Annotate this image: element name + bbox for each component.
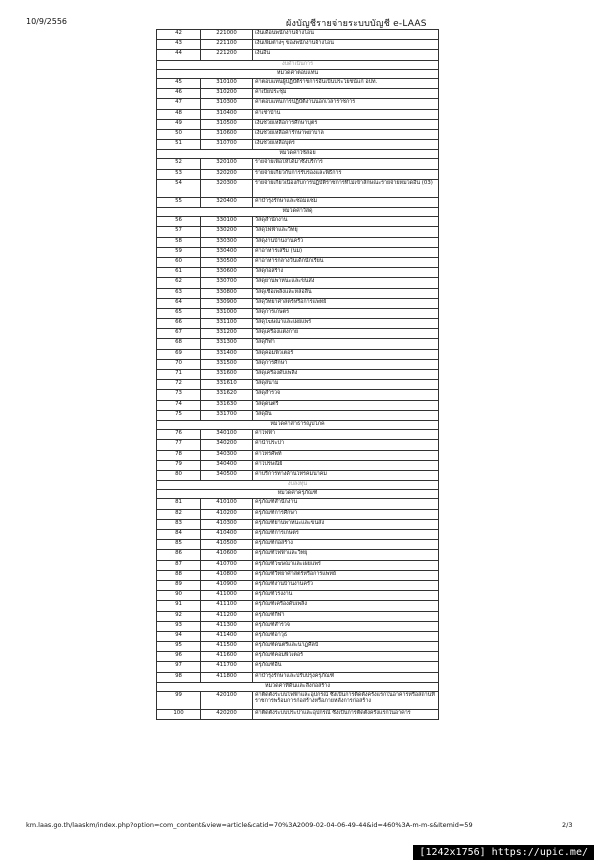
account-description: วัสดุโฆษณาและเผยแพร่	[253, 319, 439, 329]
account-description: เงินเพิ่มต่างๆ ของพนักงานจ้างโอน	[253, 40, 439, 50]
group-label: หมวดค่าวัสดุ	[157, 208, 439, 217]
page-number: 2/3	[562, 821, 573, 829]
row-number: 78	[157, 450, 201, 460]
row-number: 85	[157, 540, 201, 550]
table-row	[157, 197, 439, 207]
account-code: 331630	[201, 400, 253, 410]
row-number: 73	[157, 390, 201, 400]
table-row	[157, 89, 439, 99]
row-number: 81	[157, 499, 201, 509]
table-row	[157, 159, 439, 169]
account-description: ครุภัณฑ์โฆษณาและเผยแพร่	[253, 560, 439, 570]
account-code: 411500	[201, 642, 253, 652]
account-description: ค่าน้ำประปา	[253, 440, 439, 450]
group-header-row	[157, 682, 439, 691]
account-description: ค่าตอบแทนผู้ปฏิบัติราชการอันเป็นประโยชน์แก่ อปท.	[253, 78, 439, 88]
group-header-row	[157, 69, 439, 78]
account-description: ค่าบริการทางด้านโทรคมนาคม	[253, 470, 439, 480]
row-number: 74	[157, 400, 201, 410]
row-number: 95	[157, 642, 201, 652]
category-label: งบลงทุน	[157, 481, 439, 490]
group-header-row	[157, 420, 439, 429]
table-row	[157, 601, 439, 611]
row-number: 59	[157, 247, 201, 257]
row-number: 67	[157, 329, 201, 339]
row-number: 53	[157, 169, 201, 179]
account-description: วัสดุการศึกษา	[253, 359, 439, 369]
row-number: 43	[157, 40, 201, 50]
row-number: 97	[157, 662, 201, 672]
account-description: ครุภัณฑ์โรงงาน	[253, 591, 439, 601]
table-row	[157, 119, 439, 129]
table-row	[157, 278, 439, 288]
table-row	[157, 319, 439, 329]
row-number: 76	[157, 430, 201, 440]
account-description: ค่าอาหารกลางวันเด็กนักเรียน	[253, 257, 439, 267]
row-number: 54	[157, 179, 201, 197]
account-description: ค่าติดตั้งระบบประปาและอุปกรณ์ ซึ่งเป็นการติดตั้งครั้งแรกในอาคาร	[253, 710, 439, 720]
table-row	[157, 288, 439, 298]
account-code: 310500	[201, 119, 253, 129]
group-label: หมวดค่าที่ดินและสิ่งก่อสร้าง	[157, 682, 439, 691]
account-code: 410300	[201, 519, 253, 529]
account-code: 411800	[201, 672, 253, 682]
row-number: 52	[157, 159, 201, 169]
row-number: 90	[157, 591, 201, 601]
account-description: ค่าตอบแทนการปฏิบัติงานนอกเวลาราชการ	[253, 99, 439, 109]
account-description: วัสดุเครื่องดับเพลิง	[253, 370, 439, 380]
account-code: 411600	[201, 652, 253, 662]
account-description: ครุภัณฑ์ไฟฟ้าและวิทยุ	[253, 550, 439, 560]
row-number: 77	[157, 440, 201, 450]
account-code: 410100	[201, 499, 253, 509]
row-number: 66	[157, 319, 201, 329]
table-row	[157, 410, 439, 420]
account-description: เงินช่วยเหลือค่ารักษาพยาบาล	[253, 129, 439, 139]
table-row	[157, 519, 439, 529]
account-code: 330100	[201, 217, 253, 227]
account-description: ครุภัณฑ์สำรวจ	[253, 621, 439, 631]
account-description: ครุภัณฑ์อื่น	[253, 662, 439, 672]
account-code: 331300	[201, 339, 253, 349]
table-row	[157, 339, 439, 349]
row-number: 91	[157, 601, 201, 611]
row-number: 44	[157, 50, 201, 60]
account-code: 410600	[201, 550, 253, 560]
row-number: 68	[157, 339, 201, 349]
account-description: ค่าโทรศัพท์	[253, 450, 439, 460]
table-row	[157, 631, 439, 641]
row-number: 69	[157, 349, 201, 359]
table-row	[157, 621, 439, 631]
account-code: 310400	[201, 109, 253, 119]
account-description: วัสดุดนตรี	[253, 400, 439, 410]
account-code: 331100	[201, 319, 253, 329]
account-code: 411200	[201, 611, 253, 621]
account-description: ครุภัณฑ์คอมพิวเตอร์	[253, 652, 439, 662]
account-code: 320300	[201, 179, 253, 197]
table-row	[157, 570, 439, 580]
table-row	[157, 560, 439, 570]
group-label: หมวดค่าครุภัณฑ์	[157, 490, 439, 499]
account-description: วัสดุก่อสร้าง	[253, 268, 439, 278]
group-header-row	[157, 150, 439, 159]
footer-url: km.laas.go.th/laaskm/index.php?option=com_content&view=article&catid=70%3A2009-02-04-06-49-44&id=460%3A-m-m-s&Itemid=59	[26, 821, 473, 829]
table-row	[157, 349, 439, 359]
row-number: 45	[157, 78, 201, 88]
table-row	[157, 591, 439, 601]
account-code: 331200	[201, 329, 253, 339]
account-description: ค่าไฟฟ้า	[253, 430, 439, 440]
account-description: วัสดุวิทยาศาสตร์หรือการแพทย์	[253, 298, 439, 308]
category-label: งบดำเนินการ	[157, 60, 439, 69]
account-code: 310100	[201, 78, 253, 88]
account-code: 411400	[201, 631, 253, 641]
row-number: 87	[157, 560, 201, 570]
account-code: 411300	[201, 621, 253, 631]
table-row	[157, 440, 439, 450]
row-number: 42	[157, 30, 201, 40]
account-description: ครุภัณฑ์การศึกษา	[253, 509, 439, 519]
account-description: ครุภัณฑ์วิทยาศาสตร์หรือการแพทย์	[253, 570, 439, 580]
row-number: 51	[157, 140, 201, 150]
row-number: 64	[157, 298, 201, 308]
table-row	[157, 78, 439, 88]
account-code: 331600	[201, 370, 253, 380]
table-row	[157, 99, 439, 109]
account-description: เงินอื่น	[253, 50, 439, 60]
table-row	[157, 652, 439, 662]
account-description: เงินช่วยเหลือบุตร	[253, 140, 439, 150]
account-code: 330700	[201, 278, 253, 288]
table-row	[157, 470, 439, 480]
table-row	[157, 109, 439, 119]
account-description: วัสดุไฟฟ้าและวิทยุ	[253, 227, 439, 237]
account-code: 320400	[201, 197, 253, 207]
account-code: 410800	[201, 570, 253, 580]
table-row	[157, 430, 439, 440]
row-number: 93	[157, 621, 201, 631]
table-row	[157, 140, 439, 150]
row-number: 82	[157, 509, 201, 519]
group-label: หมวดค่าใช้สอย	[157, 150, 439, 159]
table-row	[157, 390, 439, 400]
group-label: หมวดค่าตอบแทน	[157, 69, 439, 78]
table-row	[157, 400, 439, 410]
watermark: [1242x1756] https://upic.me/	[413, 845, 594, 860]
table-row	[157, 509, 439, 519]
row-number: 94	[157, 631, 201, 641]
account-description: ครุภัณฑ์สำนักงาน	[253, 499, 439, 509]
account-description: วัสดุสำรวจ	[253, 390, 439, 400]
table-row	[157, 329, 439, 339]
table-row	[157, 237, 439, 247]
row-number: 88	[157, 570, 201, 580]
account-description: วัสดุอื่น	[253, 410, 439, 420]
page-title: ผังบัญชีรายจ่ายระบบบัญชี e-LAAS	[286, 19, 427, 29]
table-row	[157, 580, 439, 590]
row-number: 100	[157, 710, 201, 720]
account-description: วัสดุเครื่องแต่งกาย	[253, 329, 439, 339]
table-row	[157, 530, 439, 540]
account-code: 310200	[201, 89, 253, 99]
print-date: 10/9/2556	[26, 17, 68, 26]
account-code: 410900	[201, 580, 253, 590]
row-number: 92	[157, 611, 201, 621]
account-description: ค่าบำรุงรักษาและปรับปรุงครุภัณฑ์	[253, 672, 439, 682]
account-description: วัสดุสำนักงาน	[253, 217, 439, 227]
row-number: 46	[157, 89, 201, 99]
account-code: 420200	[201, 710, 253, 720]
table-row	[157, 169, 439, 179]
account-description: รายจ่ายเกี่ยวเนื่องกับการปฏิบัติราชการที่ไม่เข้าลักษณะรายจ่ายหมวดอื่น (03)	[253, 179, 439, 197]
account-code: 420100	[201, 692, 253, 710]
account-description: วัสดุสนาม	[253, 380, 439, 390]
account-code: 331400	[201, 349, 253, 359]
account-code: 331610	[201, 380, 253, 390]
account-description: ค่าติดตั้งระบบไฟฟ้าและอุปกรณ์ ซึ่งเป็นการติดตั้งครั้งแรกในอาคารหรือสถานที่ราชการพร้อมการก่อสร้างหรือภายหลังการก่อสร้าง	[253, 692, 439, 710]
row-number: 71	[157, 370, 201, 380]
account-code: 411000	[201, 591, 253, 601]
row-number: 61	[157, 268, 201, 278]
table-row	[157, 298, 439, 308]
account-code: 340300	[201, 450, 253, 460]
account-description: เงินเดือนพนักงานจ้างโอน	[253, 30, 439, 40]
table-row	[157, 247, 439, 257]
row-number: 70	[157, 359, 201, 369]
account-description: ค่าไปรษณีย์	[253, 460, 439, 470]
account-description: ครุภัณฑ์เครื่องดับเพลิง	[253, 601, 439, 611]
account-code: 330800	[201, 288, 253, 298]
row-number: 72	[157, 380, 201, 390]
table-row	[157, 217, 439, 227]
account-code: 410700	[201, 560, 253, 570]
table-row	[157, 227, 439, 237]
table-row	[157, 370, 439, 380]
table-row	[157, 308, 439, 318]
account-code: 330300	[201, 237, 253, 247]
table-row	[157, 50, 439, 60]
row-number: 58	[157, 237, 201, 247]
row-number: 62	[157, 278, 201, 288]
account-code: 331700	[201, 410, 253, 420]
account-description: ค่าอาหารเสริม (นม)	[253, 247, 439, 257]
account-description: วัสดุงานบ้านงานครัว	[253, 237, 439, 247]
account-description: ครุภัณฑ์กีฬา	[253, 611, 439, 621]
row-number: 49	[157, 119, 201, 129]
row-number: 86	[157, 550, 201, 560]
account-code: 340100	[201, 430, 253, 440]
account-code: 331500	[201, 359, 253, 369]
account-description: ครุภัณฑ์การเกษตร	[253, 530, 439, 540]
row-number: 80	[157, 470, 201, 480]
row-number: 55	[157, 197, 201, 207]
account-code: 331620	[201, 390, 253, 400]
account-description: ครุภัณฑ์งานบ้านงานครัว	[253, 580, 439, 590]
category-header-row	[157, 60, 439, 69]
account-description: ค่าเบี้ยประชุม	[253, 89, 439, 99]
row-number: 89	[157, 580, 201, 590]
table-row	[157, 257, 439, 267]
account-code: 410500	[201, 540, 253, 550]
account-description: วัสดุเชื้อเพลิงและหล่อลื่น	[253, 288, 439, 298]
group-label: หมวดค่าสาธารณูปโภค	[157, 420, 439, 429]
account-description: เงินช่วยเหลือการศึกษาบุตร	[253, 119, 439, 129]
account-code: 330400	[201, 247, 253, 257]
table-row	[157, 662, 439, 672]
account-code: 221200	[201, 50, 253, 60]
table-row	[157, 611, 439, 621]
account-code: 410200	[201, 509, 253, 519]
account-description: ค่าเช่าบ้าน	[253, 109, 439, 119]
row-number: 56	[157, 217, 201, 227]
table-row	[157, 642, 439, 652]
account-code: 221100	[201, 40, 253, 50]
account-code: 310300	[201, 99, 253, 109]
row-number: 75	[157, 410, 201, 420]
row-number: 96	[157, 652, 201, 662]
account-code: 330500	[201, 257, 253, 267]
account-code: 221000	[201, 30, 253, 40]
row-number: 60	[157, 257, 201, 267]
row-number: 48	[157, 109, 201, 119]
account-code: 340500	[201, 470, 253, 480]
account-code: 331000	[201, 308, 253, 318]
account-code: 330200	[201, 227, 253, 237]
category-header-row	[157, 481, 439, 490]
table-row	[157, 129, 439, 139]
row-number: 83	[157, 519, 201, 529]
account-description: รายจ่ายเพื่อให้ได้มาซึ่งบริการ	[253, 159, 439, 169]
row-number: 65	[157, 308, 201, 318]
account-code: 320100	[201, 159, 253, 169]
group-header-row	[157, 490, 439, 499]
account-code: 310700	[201, 140, 253, 150]
account-description: รายจ่ายเกี่ยวกับการรับรองและพิธีการ	[253, 169, 439, 179]
table-row	[157, 692, 439, 710]
account-description: วัสดุคอมพิวเตอร์	[253, 349, 439, 359]
account-code: 340200	[201, 440, 253, 450]
table-row	[157, 380, 439, 390]
account-description: วัสดุการเกษตร	[253, 308, 439, 318]
account-description: ครุภัณฑ์อาวุธ	[253, 631, 439, 641]
account-description: ค่าบำรุงรักษาและซ่อมแซม	[253, 197, 439, 207]
row-number: 79	[157, 460, 201, 470]
account-code: 411100	[201, 601, 253, 611]
row-number: 47	[157, 99, 201, 109]
table-row	[157, 268, 439, 278]
account-code: 410400	[201, 530, 253, 540]
table-row	[157, 450, 439, 460]
group-header-row	[157, 208, 439, 217]
table-row	[157, 359, 439, 369]
row-number: 98	[157, 672, 201, 682]
table-row	[157, 710, 439, 720]
table-row	[157, 672, 439, 682]
account-code: 330600	[201, 268, 253, 278]
table-row	[157, 460, 439, 470]
table-row	[157, 179, 439, 197]
table-row	[157, 40, 439, 50]
account-code: 340400	[201, 460, 253, 470]
row-number: 50	[157, 129, 201, 139]
account-code: 330900	[201, 298, 253, 308]
account-description: วัสดุกีฬา	[253, 339, 439, 349]
table-row	[157, 540, 439, 550]
account-description: ครุภัณฑ์ก่อสร้าง	[253, 540, 439, 550]
row-number: 57	[157, 227, 201, 237]
account-code: 320200	[201, 169, 253, 179]
account-code: 411700	[201, 662, 253, 672]
account-description: ครุภัณฑ์ยานพาหนะและขนส่ง	[253, 519, 439, 529]
account-description: วัสดุยานพาหนะและขนส่ง	[253, 278, 439, 288]
account-code: 310600	[201, 129, 253, 139]
chart-of-accounts-table	[156, 29, 439, 720]
row-number: 84	[157, 530, 201, 540]
row-number: 63	[157, 288, 201, 298]
table-row	[157, 550, 439, 560]
table-row	[157, 499, 439, 509]
account-description: ครุภัณฑ์ดนตรีและนาฏศิลป์	[253, 642, 439, 652]
table-row	[157, 30, 439, 40]
row-number: 99	[157, 692, 201, 710]
